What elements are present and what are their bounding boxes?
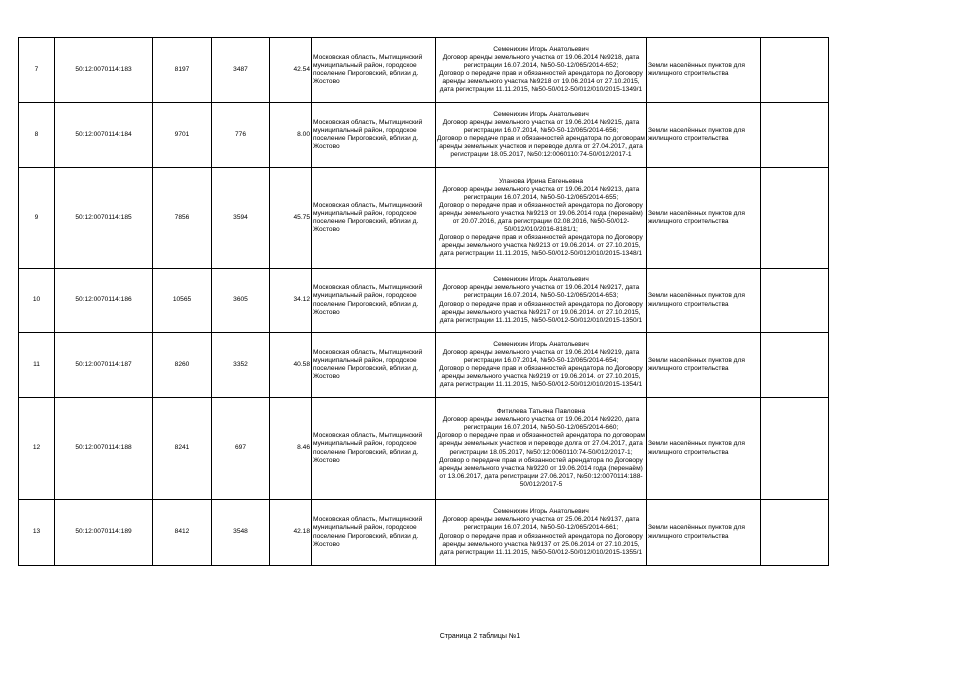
area-cell: 8241 (153, 398, 212, 500)
encumbered-area-cell: 697 (212, 398, 270, 500)
page-footer: Страница 2 таблицы №1 (439, 633, 521, 640)
address-cell: Московская область, Мытищинский муниципальный район, городское поселение Пироговский, вблизи д. Жостово (312, 398, 436, 500)
row-number-cell: 10 (19, 269, 55, 333)
land-category-cell: Земли населённых пунктов для жилищного строительства (647, 103, 761, 168)
cadastral-number-cell: 50:12:0070114:188 (55, 398, 153, 500)
land-category-cell: Земли населённых пунктов для жилищного строительства (647, 269, 761, 333)
encumbrance-cell: Уланова Ирина Евгеньевна Договор аренды земельного участка от 19.06.2014 №9213, дата регистрации 16.07.2014, №50-50-12/065/2014-655; Договор о передаче прав и обязанностей арендатора по Договору аренды земельного участка №9213 от 19.06.2014 года (перенаём) от 20.07.2016, дата регистрации 02.08.2016, №50-50/012-50/012/010/2016-8181/1; Договор о передаче прав и обязанностей арендатора по Договору аренды земельного участка №9213 от 19.06.2014. от 27.10.2015, дата регистрации 11.11.2015, №50-50/012-50/012/010/2015-1348/1 (436, 168, 647, 269)
empty-cell (761, 168, 829, 269)
encumbrance-cell: Семенихин Игорь Анатольевич Договор аренды земельного участка от 19.06.2014 №9219, дата регистрации 16.07.2014, №50-50-12/065/2014-654; Договор о передаче прав и обязанностей арендатора по Договору аренды земельного участка №9219 от 19.06.2014. от 27.10.2015, дата регистрации 11.11.2015, №50-50/012-50/012/010/2015-1354/1 (436, 333, 647, 398)
address-cell: Московская область, Мытищинский муниципальный район, городское поселение Пироговский, вблизи д. Жостово (312, 38, 436, 103)
cadastral-number-cell: 50:12:0070114:189 (55, 500, 153, 566)
area-cell: 8412 (153, 500, 212, 566)
area-cell: 8197 (153, 38, 212, 103)
percent-cell: 45.75 (270, 168, 312, 269)
percent-cell: 34.12 (270, 269, 312, 333)
row-number-cell: 9 (19, 168, 55, 269)
address-cell: Московская область, Мытищинский муниципальный район, городское поселение Пироговский, вблизи д. Жостово (312, 103, 436, 168)
row-number-cell: 7 (19, 38, 55, 103)
area-cell: 10565 (153, 269, 212, 333)
area-cell: 9701 (153, 103, 212, 168)
table-row (19, 333, 829, 398)
table-row (19, 500, 829, 566)
encumbered-area-cell: 3487 (212, 38, 270, 103)
land-category-cell: Земли населённых пунктов для жилищного строительства (647, 38, 761, 103)
encumbered-area-cell: 3352 (212, 333, 270, 398)
address-cell: Московская область, Мытищинский муниципальный район, городское поселение Пироговский, вблизи д. Жостово (312, 500, 436, 566)
empty-cell (761, 269, 829, 333)
row-number-cell: 13 (19, 500, 55, 566)
empty-cell (761, 398, 829, 500)
encumbrance-cell: Семенихин Игорь Анатольевич Договор аренды земельного участка от 25.06.2014 №9137, дата регистрации 16.07.2014, №50-50-12/065/2014-661; Договор о передаче прав и обязанностей арендатора по Договору аренды земельного участка №9137 от 25.06.2014 от 27.10.2015, дата регистрации 11.11.2015, №50-50/012-50/012/010/2015-1355/1 (436, 500, 647, 566)
percent-cell: 40.58 (270, 333, 312, 398)
percent-cell: 42.18 (270, 500, 312, 566)
encumbrance-cell: Семенихин Игорь Анатольевич Договор аренды земельного участка от 19.06.2014 №9215, дата регистрации 16.07.2014, №50-50-12/065/2014-656; Договор о передаче прав и обязанностей арендатора по договорам аренды земельных участков и переводе долга от 27.04.2017, дата регистрации 18.05.2017, №50:12:0060110:74-50/012/2017-1 (436, 103, 647, 168)
percent-cell: 8.00 (270, 103, 312, 168)
empty-cell (761, 103, 829, 168)
encumbered-area-cell: 3605 (212, 269, 270, 333)
land-category-cell: Земли населённых пунктов для жилищного строительства (647, 333, 761, 398)
table-row (19, 103, 829, 168)
empty-cell (761, 333, 829, 398)
table-row (19, 168, 829, 269)
land-category-cell: Земли населённых пунктов для жилищного строительства (647, 168, 761, 269)
encumbered-area-cell: 3548 (212, 500, 270, 566)
empty-cell (761, 38, 829, 103)
empty-cell (761, 500, 829, 566)
land-category-cell: Земли населённых пунктов для жилищного строительства (647, 398, 761, 500)
cadastral-number-cell: 50:12:0070114:187 (55, 333, 153, 398)
encumbrance-cell: Фитилева Татьяна Павловна Договор аренды земельного участка от 19.06.2014 №9220, дата регистрации 16.07.2014, №50-50-12/065/2014-660; Договор о передаче прав и обязанностей арендатора по договорам аренды земельных участков и переводе долга от 27.04.2017, дата регистрации 18.05.2017, №50:12:0060110:74-50/012/2017-1; Договор о передаче прав и обязанностей арендатора по Договору аренды земельного участка №9220 от 19.06.2014 года (перенаём) от 13.06.2017, дата регистрации 27.06.2017, №50:12:0070114:188-50/012/2017-5 (436, 398, 647, 500)
percent-cell: 8.46 (270, 398, 312, 500)
row-number-cell: 11 (19, 333, 55, 398)
cadastral-number-cell: 50:12:0070114:184 (55, 103, 153, 168)
cadastral-number-cell: 50:12:0070114:185 (55, 168, 153, 269)
encumbered-area-cell: 776 (212, 103, 270, 168)
encumbrance-cell: Семенихин Игорь Анатольевич Договор аренды земельного участка от 19.06.2014 №9218, дата регистрации 16.07.2014, №50-50-12/065/2014-652; Договор о передаче прав и обязанностей арендатора по Договору аренды земельного участка №9218 от 19.06.2014 от 27.10.2015, дата регистрации 11.11.2015, №50-50/012-50/012/010/2015-1349/1 (436, 38, 647, 103)
area-cell: 7856 (153, 168, 212, 269)
encumbrance-cell: Семенихин Игорь Анатольевич Договор аренды земельного участка от 19.06.2014 №9217, дата регистрации 16.07.2014, №50-50-12/065/2014-653; Договор о передаче прав и обязанностей арендатора по Договору аренды земельного участка №9217 от 19.06.2014. от 27.10.2015, дата регистрации 11.11.2015, №50-50/012-50/012/010/2015-1350/1 (436, 269, 647, 333)
table-row (19, 38, 829, 103)
encumbered-area-cell: 3594 (212, 168, 270, 269)
land-plots-table (18, 37, 829, 566)
address-cell: Московская область, Мытищинский муниципальный район, городское поселение Пироговский, вблизи д. Жостово (312, 333, 436, 398)
row-number-cell: 12 (19, 398, 55, 500)
area-cell: 8260 (153, 333, 212, 398)
land-category-cell: Земли населённых пунктов для жилищного строительства (647, 500, 761, 566)
address-cell: Московская область, Мытищинский муниципальный район, городское поселение Пироговский, вблизи д. Жостово (312, 168, 436, 269)
cadastral-number-cell: 50:12:0070114:183 (55, 38, 153, 103)
table-row (19, 269, 829, 333)
percent-cell: 42.54 (270, 38, 312, 103)
row-number-cell: 8 (19, 103, 55, 168)
address-cell: Московская область, Мытищинский муниципальный район, городское поселение Пироговский, вблизи д. Жостово (312, 269, 436, 333)
cadastral-number-cell: 50:12:0070114:186 (55, 269, 153, 333)
table-row (19, 398, 829, 500)
